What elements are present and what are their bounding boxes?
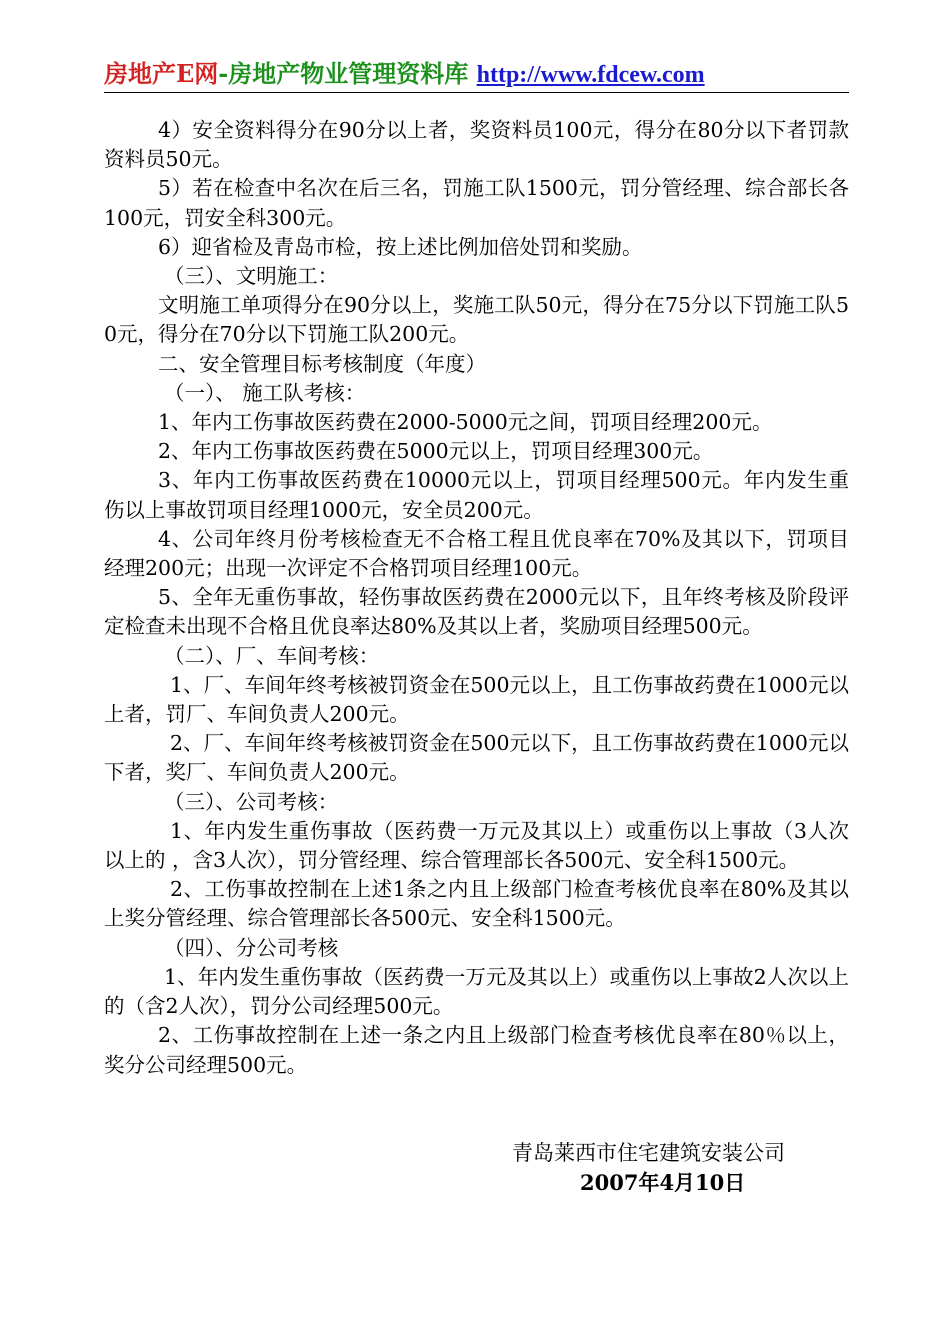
company-signature: 青岛莱西市住宅建筑安装公司	[512, 1141, 785, 1165]
paragraph: 2、工伤事故控制在上述一条之内且上级部门检查考核优良率在80％以上，奖分公司经理500元。	[104, 1023, 849, 1077]
header-separator: -	[218, 59, 229, 88]
section-heading: （二）、厂、车间考核：	[164, 643, 380, 668]
paragraph: 1、年内工伤事故医药费在2000-5000元之间，罚项目经理200元。	[158, 410, 773, 435]
paragraph: 6）迎省检及青岛市检，按上述比例加倍处罚和奖励。	[158, 234, 643, 259]
section-heading: （三）、公司考核：	[164, 789, 339, 814]
paragraph: 2、年内工伤事故医药费在5000元以上，罚项目经理300元。	[158, 439, 714, 464]
paragraph: 4）安全资料得分在90分以上者，奖资料员100元，得分在80分以下者罚款资料员50元。	[104, 118, 849, 172]
paragraph: 文明施工单项得分在90分以上，奖施工队50元，得分在75分以下罚施工队50元，得分在70分以下罚施工队200元。	[104, 293, 849, 347]
paragraph: 1、年内发生重伤事故（医药费一万元及其以上）或重伤以上事故2人次以上的（含2人次），罚分公司经理500元。	[104, 964, 849, 1019]
paragraph: 1、厂、车间年终考核被罚资金在500元以上，且工伤事故药费在1000元以上者，罚厂、车间负责人200元。	[104, 672, 849, 727]
paragraph: 4、公司年终月份考核检查无不合格工程且优良率在70%及其以下，罚项目经理200元；出现一次评定不合格罚项目经理100元。	[104, 526, 849, 581]
section-heading: （四）、分公司考核	[164, 935, 339, 960]
section-heading: （一）、 施工队考核：	[164, 380, 366, 405]
paragraph: 5、全年无重伤事故，轻伤事故医药费在2000元以下，且年终考核及阶段评定检查未出现不合格且优良率达80%及其以上者，奖励项目经理500元。	[104, 585, 849, 639]
site-name: 房地产E网	[104, 59, 219, 88]
document-body	[104, 116, 849, 1080]
section-heading: （三）、文明施工：	[164, 264, 339, 289]
paragraph: 5）若在检查中名次在后三名，罚施工队1500元，罚分管经理、综合部长各100元，罚安全科300元。	[104, 176, 849, 230]
paragraph: 3、年内工伤事故医药费在10000元以上，罚项目经理500元。年内发生重伤以上事故罚项目经理1000元，安全员200元。	[104, 468, 849, 522]
paragraph: 1、年内发生重伤事故（医药费一万元及其以上）或重伤以上事故（3人次以上的 ，含3人次），罚分管经理、综合管理部长各500元、安全科1500元。	[104, 818, 849, 873]
paragraph: 2、厂、车间年终考核被罚资金在500元以下，且工伤事故药费在1000元以下者，奖厂、车间负责人200元。	[104, 731, 849, 785]
section-heading: 二、安全管理目标考核制度（年度）	[158, 351, 486, 376]
document-date: 2007年4月10日	[580, 1170, 746, 1195]
site-url-link[interactable]: http://www.fdcew.com	[476, 62, 705, 88]
paragraph: 2、工伤事故控制在上述1条之内且上级部门检查考核优良率在80%及其以上奖分管经理、综合管理部长各500元、安全科1500元。	[104, 877, 849, 931]
site-subtitle: 房地产物业管理资料库	[228, 59, 469, 88]
page-header	[104, 58, 849, 93]
